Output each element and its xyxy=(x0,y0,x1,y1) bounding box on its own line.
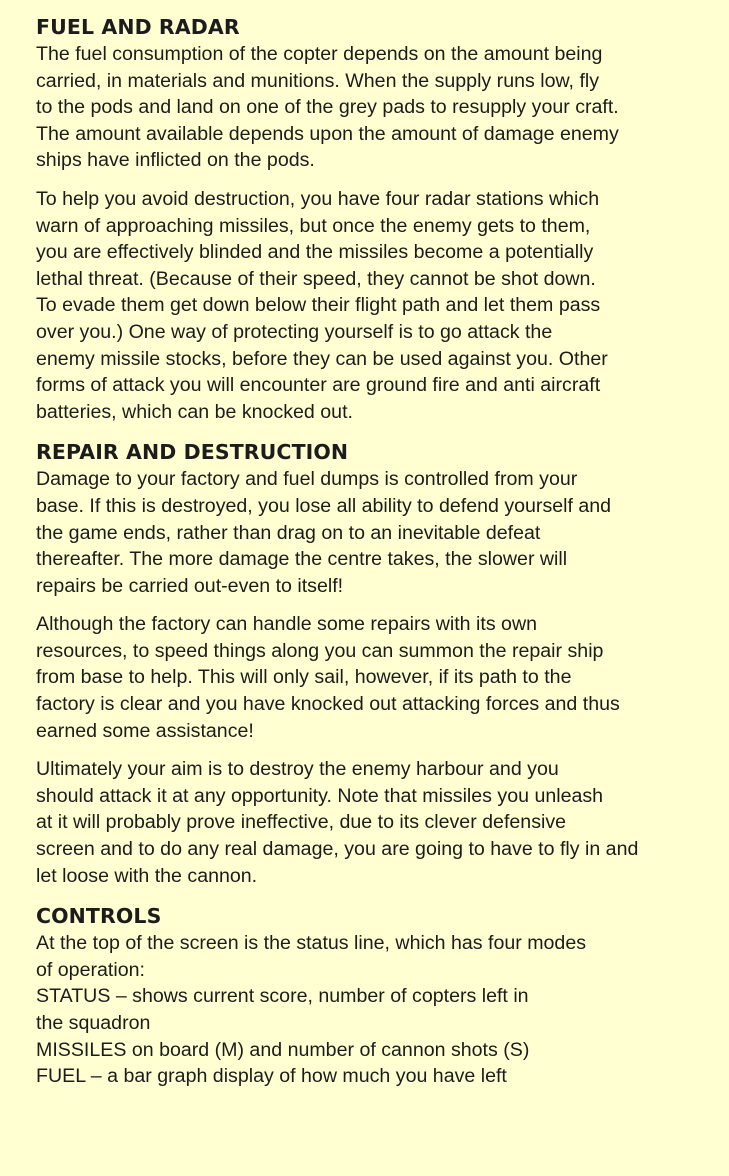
text-line: screen and to do any real damage, you are going to have to fly in and xyxy=(36,838,639,861)
fuel-mode-line: FUEL – a bar graph display of how much you have left xyxy=(36,1065,507,1088)
text-line: over you.) One way of protecting yourself is to go attack the xyxy=(36,320,553,343)
text-line: To help you avoid destruction, you have four radar stations which xyxy=(36,187,600,210)
text-line: resources, to speed things along you can summon the repair ship xyxy=(36,639,604,662)
text-line: factory is clear and you have knocked out attacking forces and thus xyxy=(36,693,620,716)
text-line: should attack it at any opportunity. Note that missiles you unleash xyxy=(36,784,604,807)
text-line: base. If this is destroyed, you lose all ability to defend yourself and xyxy=(36,494,612,517)
body-paragraph xyxy=(36,466,695,599)
text-line: to the pods and land on one of the grey pads to resupply your craft. xyxy=(36,96,619,119)
section-fuel-and-radar xyxy=(36,14,695,425)
body-paragraph xyxy=(36,41,695,174)
text-line: To evade them get down below their flight path and let them pass xyxy=(36,294,601,317)
section-repair-and-destruction xyxy=(36,439,695,889)
text-line: warn of approaching missiles, but once the enemy gets to them, xyxy=(36,214,591,237)
text-line: the squadron xyxy=(36,1012,151,1034)
text-line: Damage to your factory and fuel dumps is controlled from your xyxy=(36,468,578,491)
text-line: batteries, which can be knocked out. xyxy=(36,400,353,423)
text-line: carried, in materials and munitions. When the supply runs low, fly xyxy=(36,69,600,92)
section-heading: FUEL AND RADAR xyxy=(36,15,240,39)
text-line: at it will probably prove ineffective, due to its clever defensive xyxy=(36,811,567,834)
text-line: you are effectively blinded and the missiles become a potentially xyxy=(36,241,594,264)
text-line: Ultimately your aim is to destroy the enemy harbour and you xyxy=(36,758,559,781)
missiles-mode-line: MISSILES on board (M) and number of cannon shots (S) xyxy=(36,1038,530,1061)
text-line: let loose with the cannon. xyxy=(36,864,258,887)
text-line: The amount available depends upon the amount of damage enemy xyxy=(36,122,619,145)
text-line: The fuel consumption of the copter depends on the amount being xyxy=(36,43,603,65)
section-heading: CONTROLS xyxy=(36,904,162,929)
text-line: from base to help. This will only sail, however, if its path to the xyxy=(36,666,572,689)
text-line: repairs be carried out-even to itself! xyxy=(36,574,344,597)
text-line: the game ends, rather than drag on to an inevitable defeat xyxy=(36,521,541,544)
body-paragraph xyxy=(36,611,695,744)
text-line: earned some assistance! xyxy=(36,719,254,742)
text-line: enemy missile stocks, before they can be used against you. Other xyxy=(36,347,608,370)
body-paragraph xyxy=(36,186,695,425)
text-line: forms of attack you will encounter are ground fire and anti aircraft xyxy=(36,374,601,397)
text-line: lethal threat. (Because of their speed, they cannot be shot down. xyxy=(36,267,596,290)
text-line: of operation: xyxy=(36,958,145,981)
status-mode-line: STATUS – shows current score, number of copters left in xyxy=(36,985,529,1008)
text-line: Although the factory can handle some repairs with its own xyxy=(36,613,537,636)
body-paragraph xyxy=(36,756,695,889)
text-line: At the top of the screen is the status line, which has four modes xyxy=(36,932,587,955)
body-paragraph xyxy=(36,930,695,1090)
text-line: thereafter. The more damage the centre takes, the slower will xyxy=(36,548,568,571)
section-controls xyxy=(36,903,695,1090)
section-heading: REPAIR AND DESTRUCTION xyxy=(36,440,349,465)
text-line: ships have inflicted on the pods. xyxy=(36,149,315,172)
